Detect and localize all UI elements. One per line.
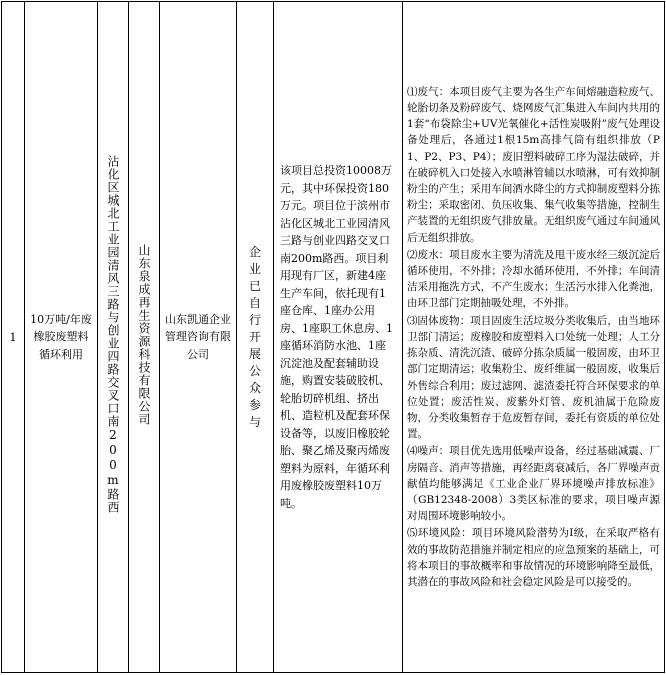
measure-waste-gas: ⑴废气：本项目废气主要为各生产车间熔融造粒废气、轮胎切条及粉碎废气、烧网废气汇集进入车间内共用的1套“布袋除尘+UV光氧催化+活性炭吸附”废气处理设备处理后，各通过1根15m高排气筒有组织排放（P1、P2、P3、P4）；废旧塑料破碎工序为湿法破碎，并在破碎机入口处接入水喷淋管辅以水喷淋，可有效抑制粉尘的产生；采用车间洒水降尘的方式抑制废塑料分拣粉尘；采取密闭、负压收集、集气收集等措施，控制生产装置的无组织废气排放量。无组织废气通过车间通风后无组织排放。: [407, 85, 660, 244]
builder-cell: [129, 2, 160, 673]
project-location: 沾化区城北工业园清风三路与创业四路交叉口南200m路西: [106, 155, 120, 514]
project-summary: 该项目总投资10008万元，其中环保投资180万元。项目位于滨州市沾化区城北工业园清风三路与创业四路交叉口南200m路西。项目利用现有厂区，新建4座生产车间，依托现有1座仓库、1座办公用房、1座职工休息房、1座循环消防水池、1座沉淀池及配套辅助设施，购置安装破胶机、轮胎切碎机组、挤出机、造粒机及配套环保设备等，以废旧橡胶轮胎、聚乙烯及聚丙烯废塑料为原料，年循环利用废橡胶废塑料10万吨。: [280, 164, 393, 510]
status-cell: [237, 2, 274, 673]
row-index-cell: [2, 2, 25, 673]
row-index: 1: [9, 330, 17, 344]
eia-unit: 山东凯通企业管理咨询有限公司: [165, 312, 231, 361]
measure-waste-water: ⑵废水：项目废水主要为清洗及甩干废水经三级沉淀后循环使用，不外排；冷却水循环使用，不外排；车间清洁采用拖洗方式，不产生废水；生活污水排入化粪池，由环卫部门定期抽吸处理，不外排。: [407, 248, 660, 310]
project-name: 10万吨/年废橡胶废塑料循环利用: [30, 312, 92, 361]
measure-solid-waste: ⑶固体废物：项目固废生活垃圾分类收集后，由当地环卫部门清运；废橡胶和废塑料入口处统一处理；人工分拣杂质、清洗沉渣、破碎分拣杂质属一般固废，由环卫部门定期清运；收集粉尘、废纤维属一般固废，收集后外售综合利用；废过滤网、滤渣委托符合环保要求的单位处置；废活性炭、废紫外灯管、废机油属于危险废物，分类收集暂存于危废暂存间，委托有资质的单位处置。: [407, 314, 660, 441]
project-table: [1, 1, 665, 673]
public-participation-status: 企业已自行开展公众参与: [248, 244, 261, 429]
measures-cell: [403, 2, 665, 673]
measure-noise: ⑷噪声：项目优先选用低噪声设备，经过基础减震、厂房隔音、消声等措施，再经距离衰减后，各厂界噪声贡献值均能够满足《工业企业厂界环境噪声排放标准》（GB12348-2008）3类区标准的要求，项目噪声源对周围环境影响较小。: [407, 445, 660, 523]
summary-cell: [274, 2, 403, 673]
eia-unit-cell: [160, 2, 237, 673]
location-cell: [98, 2, 129, 673]
project-name-cell: [25, 2, 98, 673]
table-row: [2, 2, 665, 673]
construction-unit: 山东泉成再生资源科技有限公司: [137, 243, 151, 426]
measure-environmental-risk: ⑸环境风险：项目环境风险潜势为I级，在采取严格有效的事故防范措施并制定相应的应急预案的基础上，可将本项目的事故概率和事故情况的环境影响降至最低，其潜在的事故风险和社会稳定风险是可以接受的。: [407, 527, 660, 588]
